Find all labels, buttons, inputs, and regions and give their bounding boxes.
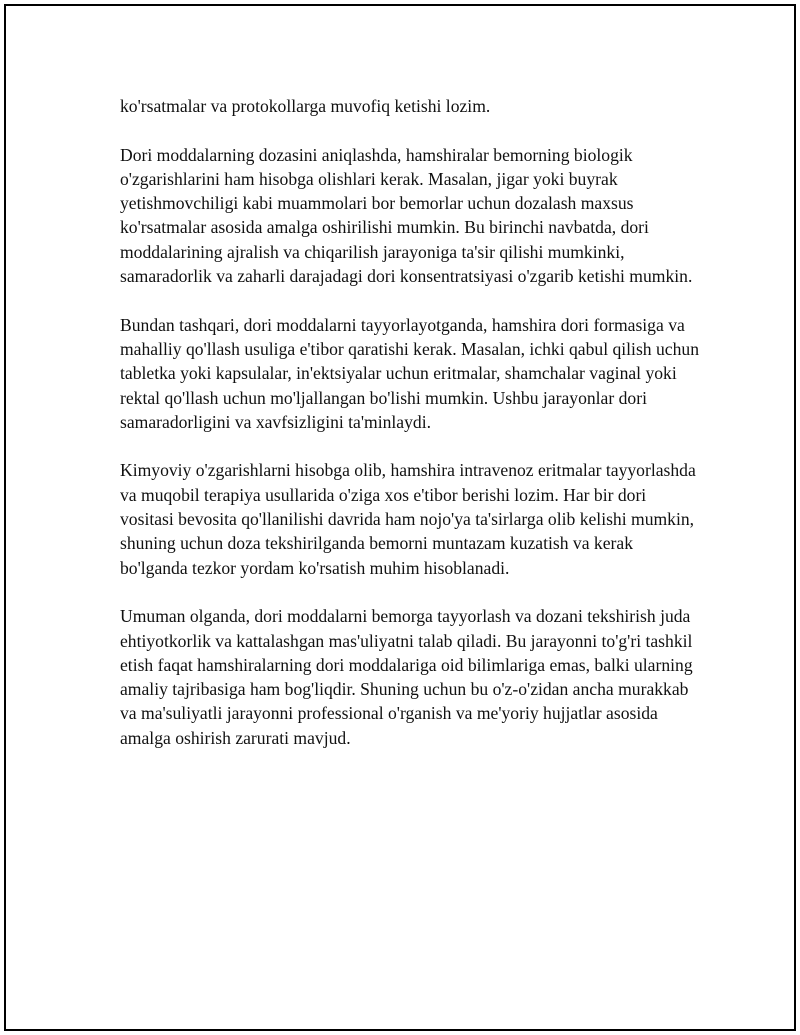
paragraph-dosage-forms: Bundan tashqari, dori moddalarni tayyorlayotganda, hamshira dori formasiga va mahalliy qo'llash usuliga e'tibor qaratishi kerak. Masalan, ichki qabul qilish uchun tabletka yoki kapsulalar, in'ektsiyalar uchun eritmalar, shamchalar vaginal yoki rektal qo'llash uchun mo'ljallangan bo'lishi mumkin. Ushbu jarayonlar dori samaradorligini va xavfsizligini ta'minlaydi.: [120, 314, 699, 432]
paragraph-continuation: ko'rsatmalar va protokollarga muvofiq ketishi lozim.: [120, 96, 491, 116]
paragraph-chemical-changes: Kimyoviy o'zgarishlarni hisobga olib, hamshira intravenoz eritmalar tayyorlashda va muqobil terapiya usullarida o'ziga xos e'tibor berishi lozim. Har bir dori vositasi bevosita qo'llanilishi davrida ham nojo'ya ta'sirlarga olib kelishi mumkin, shuning uchun doza tekshirilganda bemorni muntazam kuzatish va kerak bo'lganda tezkor yordam ko'rsatish muhim hisoblanadi.: [120, 460, 696, 578]
document-body: [120, 94, 700, 774]
document-page: [4, 4, 796, 1031]
paragraph-dosage: Dori moddalarning dozasini aniqlashda, hamshiralar bemorning biologik o'zgarishlarini ham hisobga olishlari kerak. Masalan, jigar yoki buyrak yetishmovchiligi kabi muammolari bor bemorlar uchun dozalash maxsus ko'rsatmalar asosida amalga oshirilishi mumkin. Bu birinchi navbatda, dori moddalarining ajralish va chiqarilish jarayoniga ta'sir qilishi mumkinki, samaradorlik va zaharli darajadagi dori konsentratsiyasi o'zgarib ketishi mumkin.: [120, 144, 693, 287]
paragraph-conclusion: Umuman olganda, dori moddalarni bemorga tayyorlash va dozani tekshirish juda ehtiyotkorlik va kattalashgan mas'uliyatni talab qiladi. Bu jarayonni to'g'ri tashkil etish faqat hamshiralarning dori moddalariga oid bilimlariga emas, balki ularning amaliy tajribasiga ham bog'liqdir. Shuning uchun bu o'z-o'zidan ancha murakkab va ma'suliyatli jarayonni professional o'rganish va me'yoriy hujjatlar asosida amalga oshirish zarurati mavjud.: [120, 606, 693, 748]
